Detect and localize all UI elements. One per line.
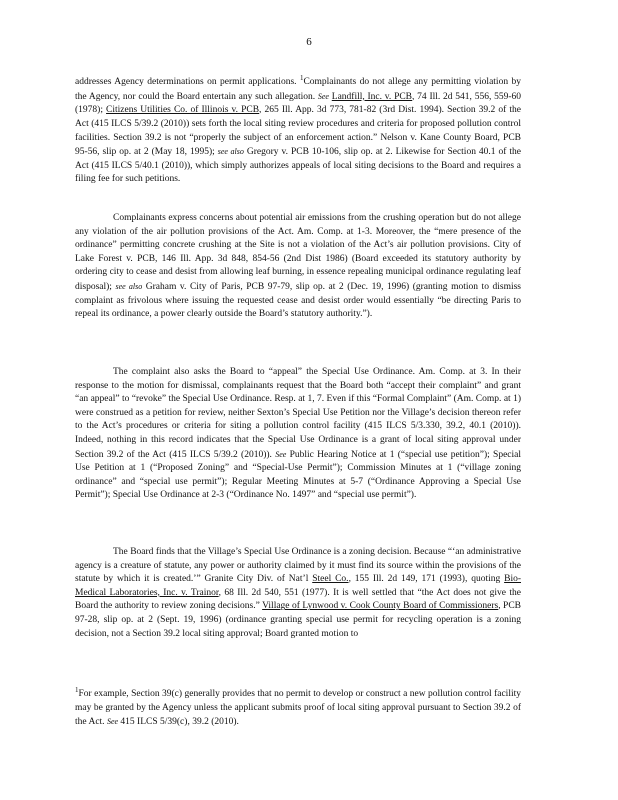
text-run: The Board finds that the Village’s Special Use Ordinance is a zoning decision. Because “‘an administrative agency is a creature of statute, any power or authority claimed by it must find its source within the provisions of the statute by which it is created.’” Granite City Div. of Nat’l [75,547,521,585]
citation-signal: See [275,449,287,459]
text-run: Graham v. City of Paris, PCB 97-79, slip op. at 2 (Dec. 19, 1996) (granting motion to dismiss complaint as frivolous where issuing the requested cease and desist order would essentially “be directing Paris to repeal its ordinance, a power clearly outside the Board’s statutory authority.”). [75,281,521,320]
case-name: Citizens Utilities Co. of Illinois v. PCB [106,105,260,116]
text-run: Complainants do not allege any permitting violation by the Agency, nor could the Board entertain any such allegation. [75,77,521,102]
paragraph-1 [75,72,521,187]
text-run: , 155 Ill. 2d 149, 171 (1993), quoting [348,574,505,585]
case-name: Steel Co. [312,574,349,585]
footnote-marker: 1 [299,74,304,82]
paragraph-4 [75,546,521,641]
citation-signal: see also [217,147,244,157]
text-run: The complaint also asks the Board to “appeal” the Special Use Ordinance. Am. Comp. at 3. In their response to the motion for dismissal, complainants request that the Board both “accept their complaint” and grant “an appeal” to “revoke” the Special Use Ordinance. Resp. at 1, 7. Even if this “Formal Complaint” (Am. Comp. at 1) were construed as a petition for review, neither Sexton’s Special Use Petition nor the Village’s decision thereon refer to the Act’s procedures or criteria for siting a pollution control facility (415 ILCS 5/3.330, 39.2, 40.1 (2010)). Indeed, nothing in this record indicates that the Special Use Ordinance is a grant of local siting approval under Section 39.2 of the Act (415 ILCS 5/39.2 (2010)). [75,367,521,460]
case-name: Bio-Medical Laboratories, Inc. v. Trainor [75,574,521,598]
text-run: For example, Section 39(c) generally provides that no permit to develop or construct a new pollution control facility may be granted by the Agency unless the applicant submits proof of local siting approval pursuant to Section 39.2 of the Act. [75,689,521,728]
case-name: Landfill, Inc. v. PCB [331,91,413,102]
text-run: , 74 Ill. 2d 541, 556, 559-60 (1978); [75,91,522,116]
paragraph-3 [75,366,521,503]
citation-signal: See [317,91,329,101]
text-run: , 265 Ill. App. 3d 773, 781-82 (3rd Dist. 1994). Section 39.2 of the Act (415 ILCS 5/39.2 (2010)) sets forth the local siting review procedures and criteria for proposed pollution control facilities. Section 39.2 is not “properly the subject of an enforcement action.” Nelson v. Kane County Board, PCB 95-56, slip op. at 2 (May 18, 1995); [75,105,521,158]
page-number: 6 [306,36,312,48]
citation-signal: See [106,717,119,727]
text-run: , 68 Ill. 2d 540, 551 (1977). It is well settled that “the Act does not give the Board the authority to review zoning decisions.” [75,587,521,612]
text-run: Public Hearing Notice at 1 (“special use petition”); Special Use Petition at 1 (“Proposed Zoning” and “Special-Use Permit”); Commission Minutes at 1 (“village zoning ordinance” and “special use permit”); Regular Meeting Minutes at 5-7 (“Ordinance Approving a Special Use Permit”); Special Use Ordinance at 2-3 (“Ordinance No. 1497” and “special use permit”). [75,449,521,501]
footnote-1 [75,684,521,730]
text-run: Gregory v. PCB 10-106, slip op. at 2. Likewise for Section 40.1 of the Act (415 ILCS 5/40.1 (2010)), which simply authorizes appeals of local siting decisions to the Board and requires a filing fee for such petitions. [75,147,521,185]
text-run: 415 ILCS 5/39(c), 39.2 (2010). [118,717,239,728]
citation-signal: see also [115,281,143,291]
text-run: , PCB 97-28, slip op. at 2 (Sept. 19, 1996) (ordinance granting special use permit for recycling operation is a zoning decision, not a Section 39.2 local siting approval; Board granted motion to [75,601,521,639]
case-name: Village of Lynwood v. Cook County Board of Commissioners [262,601,499,612]
text-run: addresses Agency determinations on permit applications. [75,77,300,88]
footnote-marker: 1 [75,686,79,694]
paragraph-2 [75,212,521,322]
text-run: Complainants express concerns about potential air emissions from the crushing operation but do not allege any violation of the air pollution provisions of the Act. Am. Comp. at 1-3. Moreover, the “mere presence of the ordinance” permitting concrete crushing at the Site is not a violation of the Act’s air pollution provisions. City of Lake Forest v. PCB, 146 Ill. App. 3d 848, 854-56 (2nd Dist 1986) (Board exceeded its statutory authority by ordering city to cease and desist from allowing leaf burning, in essence repealing municipal ordinance regulating leaf disposal); [75,213,521,292]
